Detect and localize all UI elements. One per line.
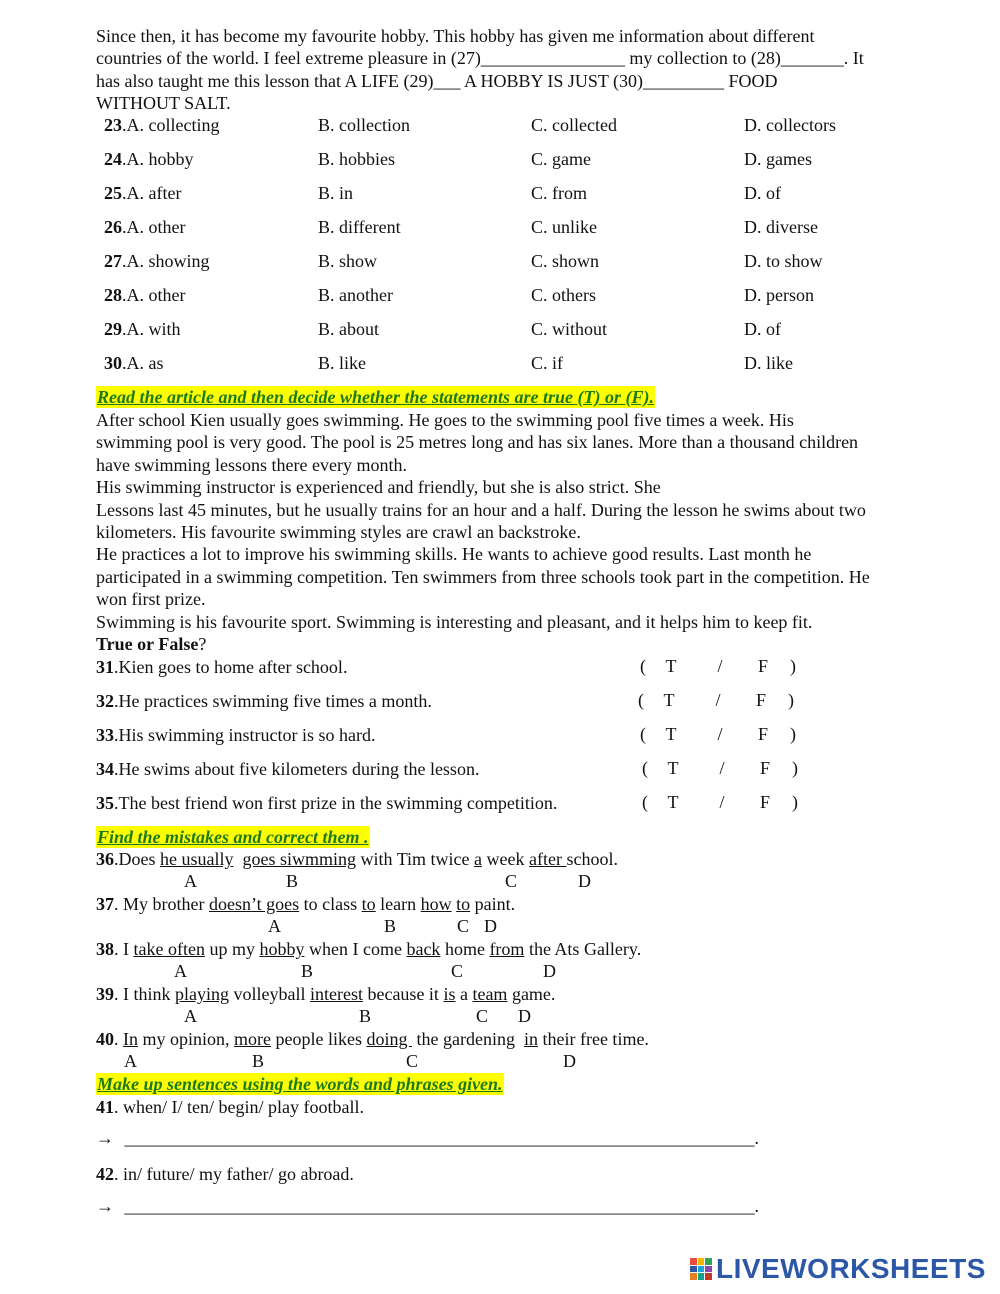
logo-square [690,1258,697,1265]
intro-line: Since then, it has become my favourite hobby. This hobby has given me information about different [96,26,815,46]
tf-item: 35.The best friend won first prize in the swimming competition. [96,793,558,813]
letter-b: B [359,1006,372,1026]
tf-item: 33.His swimming instructor is so hard. [96,725,376,745]
option-c: C. game [531,149,591,169]
letter-d: D [518,1006,531,1026]
logo-square [698,1266,705,1273]
option-c: C. shown [531,251,600,271]
option-a: 25.A. after [104,183,182,203]
article-line: Swimming is his favourite sport. Swimming is interesting and pleasant, and it helps him to keep fit. [96,611,813,632]
sentence: 39. I think playing volleyball interest because it is a team game. [96,984,556,1004]
option-b: B. show [318,251,378,271]
logo-grid-icon [690,1258,712,1280]
option-a: 24.A. hobby [104,149,194,169]
question-41: 41. when/ I/ ten/ begin/ play football. [96,1097,364,1117]
sentence: 37. My brother doesn’t goes to class to learn how to paint. [96,894,516,914]
logo-square [698,1258,705,1265]
option-b: B. in [318,183,354,203]
option-b: B. collection [318,115,410,135]
option-d: D. of [744,183,781,203]
brand-name: LIVEWORKSHEETS [716,1253,986,1284]
intro-line: has also taught me this lesson that A LIFE (29)___ A HOBBY IS JUST (30)_________ FOOD [96,70,778,91]
mistakes-heading: Find the mistakes and correct them . [97,827,369,847]
tf-item: 32.He practices swimming five times a month. [96,691,432,711]
article-line: have swimming lessons there every month. [96,454,407,475]
answer-blank[interactable]: ______________________________________________________________________. [124,1128,759,1148]
article-line: Lessons last 45 minutes, but he usually trains for an hour and a half. During the lesson he swims about two [96,499,866,520]
article-line: After school Kien usually goes swimming. He goes to the swimming pool five times a week. His [96,410,794,430]
option-a: 23.A. collecting [104,115,220,135]
intro-paragraph [96,25,956,115]
letter-b: B [252,1051,265,1071]
sentence: 38. I take often up my hobby when I come back home from the Ats Gallery. [96,939,642,959]
letter-a: A [268,916,281,936]
letter-a: A [174,961,187,981]
letter-a: A [184,871,197,891]
tf-choice[interactable]: ( T / F ) [642,758,798,778]
option-c: C. if [531,353,564,373]
option-a: 29.A. with [104,319,181,339]
tf-choice[interactable]: ( T / F ) [642,792,798,812]
article-line: participated in a swimming competition. Ten swimmers from three schools took part in the competition. He [96,566,870,587]
letter-b: B [301,961,314,981]
logo-square [690,1266,697,1273]
option-d: D. of [744,319,781,339]
option-d: D. to show [744,251,823,271]
arrow-icon: → [96,1128,114,1148]
option-d: D. diverse [744,217,818,237]
article-line: He practices a lot to improve his swimming skills. He wants to achieve good results. Last month he [96,544,812,565]
option-b: B. like [318,353,366,373]
arrow-icon: → [96,1196,114,1216]
option-a: 26.A. other [104,217,186,237]
question-42: 42. in/ future/ my father/ go abroad. [96,1164,354,1184]
option-d: D. person [744,285,814,305]
option-b: B. different [318,217,401,237]
letter-b: B [286,871,299,891]
logo-square [690,1273,697,1280]
article-line: swimming pool is very good. The pool is 25 metres long and has six lanes. More than a thousand children [96,432,859,453]
article-line: won first prize. [96,589,206,610]
tf-title: True or False? [96,634,207,655]
letter-c: C [406,1051,419,1071]
article-paragraph [96,409,956,655]
read-article-heading: Read the article and then decide whether the statements are true (T) or (F). [97,387,654,407]
option-c: C. collected [531,115,617,135]
answer-line-42[interactable] [96,1196,759,1217]
sentences-heading: Make up sentences using the words and phrases given. [97,1074,503,1094]
option-c: C. others [531,285,596,305]
letter-d: D [563,1051,576,1071]
tf-choice[interactable]: ( T / F ) [638,690,794,710]
option-c: C. unlike [531,217,597,237]
tf-item: 31.Kien goes to home after school. [96,657,348,677]
letter-d: D [543,961,556,981]
intro-line: countries of the world. I feel extreme pleasure in (27)________________ my collection to (28)_______. It [96,48,864,69]
letter-a: A [124,1051,137,1071]
letter-c: C [451,961,464,981]
answer-blank[interactable]: ______________________________________________________________________. [124,1196,759,1216]
option-a: 28.A. other [104,285,186,305]
option-c: C. from [531,183,587,203]
liveworksheets-logo [690,1252,986,1286]
article-line: kilometers. His favourite swimming styles are crawl an backstroke. [96,522,581,543]
tf-choice[interactable]: ( T / F ) [640,724,796,744]
logo-square [698,1273,705,1280]
letter-c: C [505,871,518,891]
letter-c: C [457,916,470,936]
tf-choice[interactable]: ( T / F ) [640,656,796,676]
intro-line: WITHOUT SALT. [96,93,231,114]
tf-item: 34.He swims about five kilometers during the lesson. [96,759,480,779]
option-a: 27.A. showing [104,251,210,271]
option-b: B. about [318,319,379,339]
logo-square [705,1266,712,1273]
sentence: 40. In my opinion, more people likes doing the gardening in their free time. [96,1029,649,1049]
option-d: D. games [744,149,812,169]
letter-c: C [476,1006,489,1026]
option-b: B. another [318,285,393,305]
option-d: D. like [744,353,793,373]
letter-a: A [184,1006,197,1026]
logo-square [705,1258,712,1265]
option-d: D. collectors [744,115,836,135]
letter-d: D [484,916,497,936]
option-a: 30.A. as [104,353,164,373]
sentence: 36.Does he usually goes siwmming with Tim twice a week after school. [96,849,618,869]
letter-b: B [384,916,397,936]
logo-square [705,1273,712,1280]
option-b: B. hobbies [318,149,396,169]
answer-line-41[interactable] [96,1128,759,1149]
letter-d: D [578,871,591,891]
option-c: C. without [531,319,608,339]
article-line: His swimming instructor is experienced and friendly, but she is also strict. She [96,477,661,498]
